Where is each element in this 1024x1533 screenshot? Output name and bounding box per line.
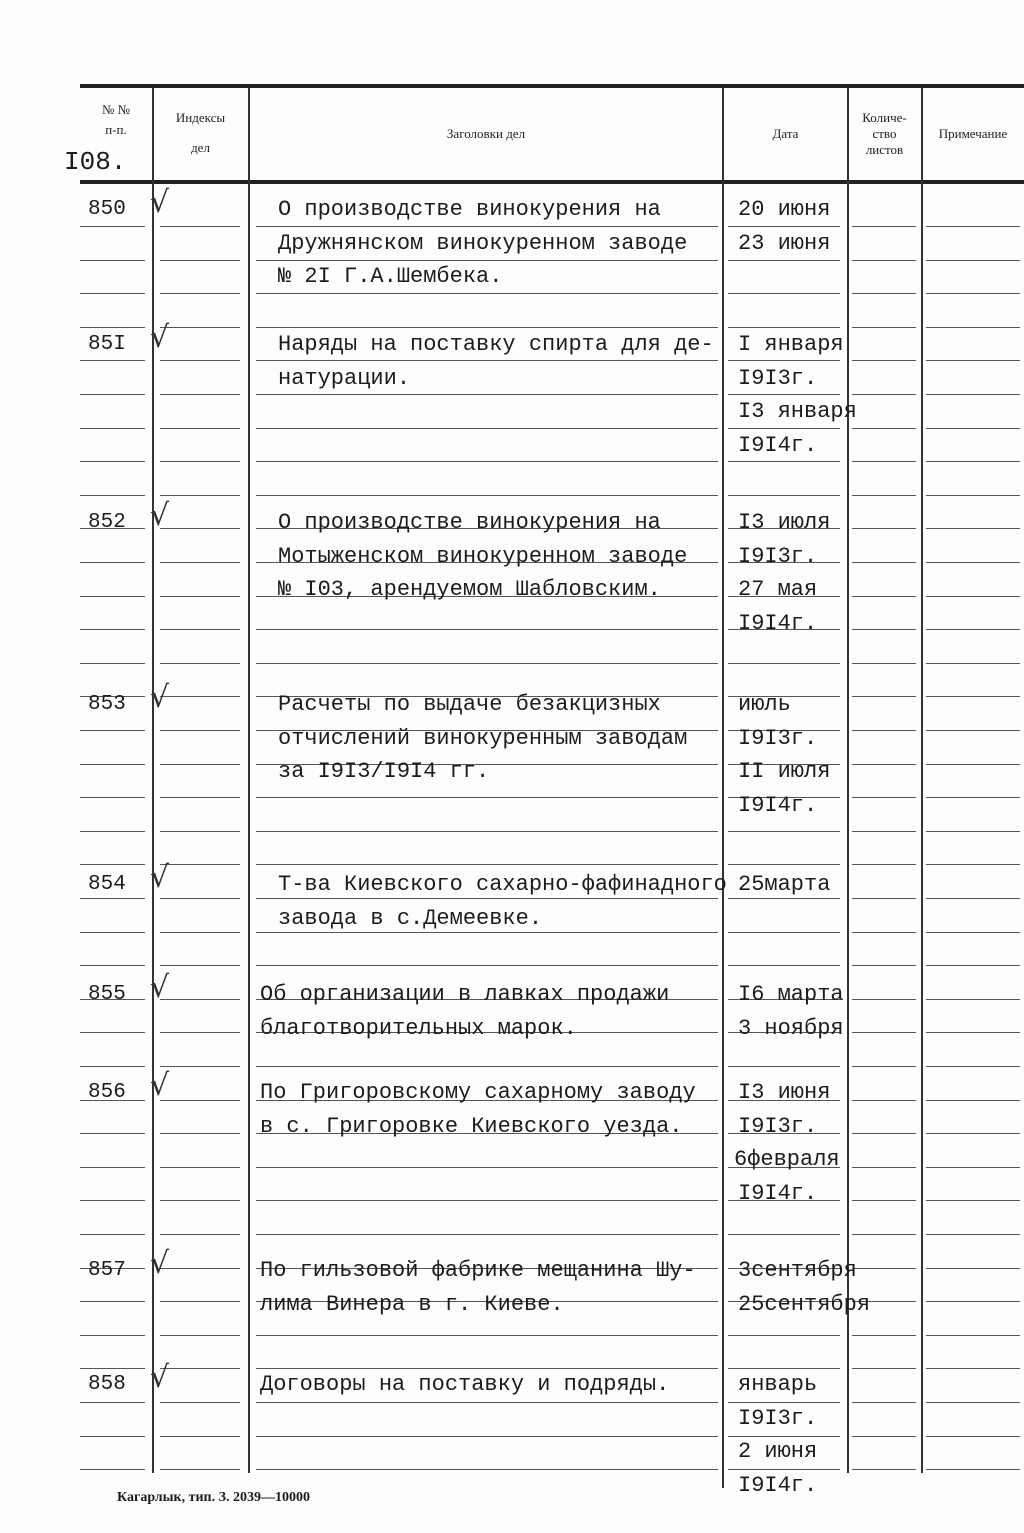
ruled-line bbox=[160, 596, 240, 597]
ruled-line bbox=[256, 898, 718, 899]
check-mark-icon: √ bbox=[150, 185, 170, 220]
ruled-line bbox=[926, 1167, 1020, 1168]
header-title: Заголовки дел bbox=[446, 126, 526, 141]
entry-date: 23 июня bbox=[738, 230, 831, 256]
entry-date: I6 марта bbox=[738, 982, 844, 1007]
ruled-line bbox=[256, 663, 718, 664]
ruled-line bbox=[926, 360, 1020, 361]
ruled-line bbox=[80, 1234, 145, 1235]
ruled-line bbox=[728, 1335, 840, 1336]
header-sheet-count bbox=[848, 110, 921, 158]
entry-number: 854 bbox=[88, 873, 126, 896]
ruled-line bbox=[256, 864, 718, 865]
ruled-line bbox=[728, 1234, 840, 1235]
ruled-line bbox=[852, 1402, 916, 1403]
ruled-line bbox=[160, 394, 240, 395]
ruled-line bbox=[852, 461, 916, 462]
ruled-line bbox=[926, 1200, 1020, 1201]
ruled-line bbox=[852, 932, 916, 933]
ruled-line bbox=[728, 932, 840, 933]
entry-date: 20 июня bbox=[738, 197, 831, 222]
entry-date: I9I3г. bbox=[738, 543, 818, 569]
ruled-line bbox=[256, 260, 718, 261]
entry-date: январь bbox=[738, 1372, 818, 1397]
ruled-line bbox=[728, 394, 840, 395]
ruled-line bbox=[852, 764, 916, 765]
ruled-line bbox=[852, 864, 916, 865]
ruled-line bbox=[80, 730, 145, 731]
ruled-line bbox=[926, 1032, 1020, 1033]
header-count-3: листов bbox=[865, 142, 904, 157]
ruled-line bbox=[852, 696, 916, 697]
ruled-line bbox=[80, 327, 145, 328]
check-mark-icon: √ bbox=[150, 320, 170, 355]
entry-number: 857 bbox=[88, 1259, 126, 1282]
ruled-line bbox=[256, 1436, 718, 1437]
ruled-line bbox=[80, 461, 145, 462]
ruled-line bbox=[926, 965, 1020, 966]
ruled-line bbox=[728, 293, 840, 294]
ruled-line bbox=[926, 428, 1020, 429]
ruled-line bbox=[926, 528, 1020, 529]
entry-date: 6февраля bbox=[734, 1147, 840, 1172]
header-index-sub: дел bbox=[191, 140, 210, 155]
ruled-line bbox=[80, 1167, 145, 1168]
ruled-line bbox=[160, 562, 240, 563]
ruled-line bbox=[728, 898, 840, 899]
ruled-line bbox=[926, 1335, 1020, 1336]
ruled-line bbox=[926, 730, 1020, 731]
ruled-line bbox=[728, 965, 840, 966]
ruled-line bbox=[80, 260, 145, 261]
ruled-line bbox=[852, 663, 916, 664]
ruled-line bbox=[926, 1436, 1020, 1437]
ruled-line bbox=[852, 797, 916, 798]
entry-number: 853 bbox=[88, 693, 126, 716]
ruled-line bbox=[256, 831, 718, 832]
entry-date: I3 июля bbox=[738, 510, 831, 535]
ruled-line bbox=[80, 394, 145, 395]
column-divider bbox=[921, 88, 923, 1473]
ruled-line bbox=[728, 1368, 840, 1369]
header-count-1: Количе- bbox=[862, 110, 907, 125]
check-mark-icon: √ bbox=[150, 970, 170, 1005]
entry-date: I января bbox=[738, 332, 844, 357]
ruled-line bbox=[852, 260, 916, 261]
entry-title-line: О производстве винокурения на bbox=[278, 197, 661, 222]
ruled-line bbox=[852, 428, 916, 429]
ruled-line bbox=[852, 562, 916, 563]
ruled-line bbox=[256, 428, 718, 429]
ruled-line bbox=[80, 1368, 145, 1369]
entry-title-line: лима Винера в г. Киеве. bbox=[260, 1291, 564, 1317]
ruled-line bbox=[80, 898, 145, 899]
header-count-2: ство bbox=[872, 126, 897, 141]
ruled-line bbox=[80, 1066, 145, 1067]
ruled-line bbox=[160, 260, 240, 261]
ruled-line bbox=[160, 1368, 240, 1369]
ruled-line bbox=[926, 999, 1020, 1000]
ruled-line bbox=[160, 226, 240, 227]
printer-footer: Кагарлык, тип. З. 2039—10000 bbox=[117, 1490, 311, 1505]
ruled-line bbox=[256, 1066, 718, 1067]
ruled-line bbox=[80, 596, 145, 597]
ruled-line bbox=[926, 327, 1020, 328]
entry-title-line: По гильзовой фабрике мещанина Шу- bbox=[260, 1258, 696, 1283]
ruled-line bbox=[160, 1167, 240, 1168]
ruled-line bbox=[852, 1469, 916, 1470]
check-mark-icon: √ bbox=[150, 1360, 170, 1395]
ruled-line bbox=[160, 1234, 240, 1235]
ruled-line bbox=[256, 1200, 718, 1201]
header-date: Дата bbox=[772, 126, 799, 141]
entry-title-line: О производстве винокурения на bbox=[278, 510, 661, 535]
header-bottom-border bbox=[80, 180, 1024, 184]
ruled-line bbox=[728, 1066, 840, 1067]
ruled-line bbox=[160, 327, 240, 328]
ruled-line bbox=[926, 1066, 1020, 1067]
entry-date: I9I3г. bbox=[738, 1113, 818, 1139]
ruled-line bbox=[926, 1268, 1020, 1269]
ruled-line bbox=[256, 1335, 718, 1336]
header-index bbox=[153, 110, 248, 156]
entry-title-line: Об организации в лавках продажи bbox=[260, 982, 670, 1007]
ruled-line bbox=[160, 1436, 240, 1437]
ruled-line bbox=[256, 293, 718, 294]
ruled-line bbox=[80, 797, 145, 798]
column-divider bbox=[722, 88, 724, 1488]
ruled-line bbox=[80, 562, 145, 563]
entry-title-line: Мотыженском винокуренном заводе bbox=[278, 543, 688, 569]
ruled-line bbox=[852, 1368, 916, 1369]
check-mark-icon: √ bbox=[150, 680, 170, 715]
check-mark-icon: √ bbox=[150, 1068, 170, 1103]
ruled-line bbox=[80, 1133, 145, 1134]
entry-date: июль bbox=[738, 692, 791, 717]
ruled-line bbox=[80, 1469, 145, 1470]
ruled-line bbox=[256, 1402, 718, 1403]
ruled-line bbox=[160, 764, 240, 765]
ruled-line bbox=[852, 1133, 916, 1134]
entry-date: 27 мая bbox=[738, 577, 818, 602]
ruled-line bbox=[256, 629, 718, 630]
ruled-line bbox=[256, 1368, 718, 1369]
ruled-line bbox=[852, 1066, 916, 1067]
ruled-line bbox=[926, 831, 1020, 832]
ruled-line bbox=[256, 461, 718, 462]
entry-date: I9I4г. bbox=[738, 1180, 818, 1206]
ruled-line bbox=[80, 293, 145, 294]
ruled-line bbox=[256, 932, 718, 933]
ruled-line bbox=[926, 495, 1020, 496]
entry-title-line: Дружнянском винокуренном заводе bbox=[278, 230, 688, 256]
ruled-line bbox=[852, 394, 916, 395]
ruled-line bbox=[728, 864, 840, 865]
entry-date: I9I4г. bbox=[738, 432, 818, 458]
ruled-line bbox=[926, 1301, 1020, 1302]
top-border bbox=[80, 84, 1024, 88]
ruled-line bbox=[160, 864, 240, 865]
ruled-line bbox=[852, 1200, 916, 1201]
ruled-line bbox=[160, 1268, 240, 1269]
ruled-line bbox=[160, 1100, 240, 1101]
ruled-line bbox=[728, 1436, 840, 1437]
entry-date: I3 июня bbox=[738, 1080, 831, 1105]
ruled-line bbox=[256, 797, 718, 798]
ruled-line bbox=[160, 797, 240, 798]
ruled-line bbox=[80, 764, 145, 765]
ruled-line bbox=[852, 528, 916, 529]
entry-date: 25марта bbox=[738, 872, 831, 897]
ruled-line bbox=[80, 663, 145, 664]
ruled-line bbox=[728, 831, 840, 832]
header-number-label: № № bbox=[101, 102, 131, 117]
ruled-line bbox=[80, 1402, 145, 1403]
check-mark-icon: √ bbox=[150, 1246, 170, 1281]
entry-title-line: № I03, арендуемом Шабловским. bbox=[278, 577, 661, 602]
header-index-label: Индексы bbox=[175, 110, 226, 125]
ruled-line bbox=[160, 1066, 240, 1067]
entry-date: 2 июня bbox=[738, 1439, 818, 1464]
ruled-line bbox=[80, 1200, 145, 1201]
ruled-line bbox=[926, 1469, 1020, 1470]
ruled-line bbox=[852, 730, 916, 731]
ruled-line bbox=[852, 1436, 916, 1437]
ruled-line bbox=[160, 831, 240, 832]
ruled-line bbox=[80, 965, 145, 966]
entry-date: I9I3г. bbox=[738, 1405, 818, 1431]
ruled-line bbox=[852, 898, 916, 899]
ruled-line bbox=[160, 360, 240, 361]
ruled-line bbox=[852, 1268, 916, 1269]
entry-date: I3 января bbox=[738, 399, 857, 424]
entry-date: I9I3г. bbox=[738, 365, 818, 391]
ruled-line bbox=[80, 1436, 145, 1437]
ruled-line bbox=[160, 965, 240, 966]
ruled-line bbox=[728, 1402, 840, 1403]
ruled-line bbox=[852, 629, 916, 630]
ruled-line bbox=[926, 394, 1020, 395]
ruled-line bbox=[160, 898, 240, 899]
ruled-line bbox=[852, 1335, 916, 1336]
ruled-line bbox=[926, 663, 1020, 664]
entry-date: I9I4г. bbox=[738, 610, 818, 636]
ruled-line bbox=[926, 1368, 1020, 1369]
ruled-line bbox=[926, 797, 1020, 798]
ruled-line bbox=[160, 428, 240, 429]
entry-title-line: натурации. bbox=[278, 365, 411, 391]
ruled-line bbox=[852, 360, 916, 361]
ruled-line bbox=[926, 1133, 1020, 1134]
ruled-line bbox=[160, 999, 240, 1000]
entry-number: 856 bbox=[88, 1081, 126, 1104]
ruled-line bbox=[256, 226, 718, 227]
entry-date: II июля bbox=[738, 759, 831, 784]
ruled-line bbox=[926, 1100, 1020, 1101]
ruled-line bbox=[160, 1402, 240, 1403]
ruled-line bbox=[852, 1167, 916, 1168]
header-number bbox=[80, 102, 152, 138]
ruled-line bbox=[80, 932, 145, 933]
ruled-line bbox=[256, 1234, 718, 1235]
ruled-line bbox=[80, 629, 145, 630]
ruled-line bbox=[728, 495, 840, 496]
ruled-line bbox=[160, 528, 240, 529]
entry-title-line: Наряды на поставку спирта для де- bbox=[278, 332, 714, 357]
ruled-line bbox=[852, 1234, 916, 1235]
entry-date: I9I4г. bbox=[738, 1472, 818, 1498]
entry-title-line: в с. Григоровке Киевского уезда. bbox=[260, 1113, 683, 1139]
ruled-line bbox=[728, 360, 840, 361]
entry-date: I9I3г. bbox=[738, 725, 818, 751]
ruled-line bbox=[160, 461, 240, 462]
ruled-line bbox=[160, 1335, 240, 1336]
entry-date: I9I4г. bbox=[738, 792, 818, 818]
ruled-line bbox=[926, 696, 1020, 697]
ruled-line bbox=[728, 1469, 840, 1470]
ruled-line bbox=[852, 1100, 916, 1101]
header-number-sub: п-п. bbox=[105, 122, 127, 137]
entry-date: 25сентября bbox=[738, 1291, 871, 1317]
ruled-line bbox=[160, 1301, 240, 1302]
ruled-line bbox=[80, 226, 145, 227]
check-mark-icon: √ bbox=[150, 860, 170, 895]
ruled-line bbox=[256, 1167, 718, 1168]
ruled-line bbox=[926, 293, 1020, 294]
ruled-line bbox=[926, 898, 1020, 899]
ruled-line bbox=[80, 428, 145, 429]
entry-title-line: отчислений винокуренным заводам bbox=[278, 725, 688, 751]
ruled-line bbox=[926, 1234, 1020, 1235]
ruled-line bbox=[160, 696, 240, 697]
ruled-line bbox=[852, 293, 916, 294]
check-mark-icon: √ bbox=[150, 498, 170, 533]
ruled-line bbox=[80, 831, 145, 832]
entry-title-line: Расчеты по выдаче безакцизных bbox=[278, 692, 661, 717]
ruled-line bbox=[728, 327, 840, 328]
entry-title-line: за I9I3/I9I4 гг. bbox=[278, 759, 490, 784]
ruled-line bbox=[160, 1200, 240, 1201]
ruled-line bbox=[80, 864, 145, 865]
ruled-line bbox=[852, 965, 916, 966]
header-note: Примечание bbox=[938, 126, 1008, 141]
ruled-line bbox=[852, 831, 916, 832]
ruled-line bbox=[160, 932, 240, 933]
entry-title-line: По Григоровскому сахарному заводу bbox=[260, 1080, 696, 1105]
ruled-line bbox=[728, 461, 840, 462]
entry-number: 855 bbox=[88, 983, 126, 1006]
ruled-line bbox=[852, 999, 916, 1000]
ruled-line bbox=[256, 360, 718, 361]
ruled-line bbox=[160, 1133, 240, 1134]
entry-title-line: № 2I Г.А.Шембека. bbox=[278, 264, 503, 289]
ruled-line bbox=[728, 226, 840, 227]
ruled-line bbox=[160, 1032, 240, 1033]
entry-title-line: завода в с.Демеевке. bbox=[278, 905, 543, 931]
entry-number: 858 bbox=[88, 1373, 126, 1396]
ruled-line bbox=[80, 495, 145, 496]
ruled-line bbox=[80, 360, 145, 361]
ruled-line bbox=[256, 495, 718, 496]
column-divider bbox=[248, 88, 250, 1473]
ruled-line bbox=[160, 1469, 240, 1470]
entry-number: 852 bbox=[88, 511, 126, 534]
entry-number: 850 bbox=[88, 198, 126, 221]
entry-title-line: Т-ва Киевского сахарно-фафинадного bbox=[278, 872, 727, 897]
ruled-line bbox=[728, 428, 840, 429]
ruled-line bbox=[160, 629, 240, 630]
ruled-line bbox=[256, 327, 718, 328]
ruled-line bbox=[852, 1032, 916, 1033]
ruled-line bbox=[80, 1032, 145, 1033]
entry-title-line: благотворительных марок. bbox=[260, 1015, 577, 1041]
ruled-line bbox=[926, 764, 1020, 765]
ruled-line bbox=[160, 730, 240, 731]
ruled-line bbox=[926, 1402, 1020, 1403]
entry-date: 3сентября bbox=[738, 1258, 857, 1283]
ruled-line bbox=[256, 394, 718, 395]
ruled-line bbox=[728, 663, 840, 664]
ruled-line bbox=[926, 596, 1020, 597]
entry-number: 85I bbox=[88, 333, 126, 356]
ruled-line bbox=[852, 327, 916, 328]
page-number: I08. bbox=[64, 147, 127, 177]
ruled-line bbox=[852, 495, 916, 496]
ruled-line bbox=[926, 461, 1020, 462]
ruled-line bbox=[256, 965, 718, 966]
ruled-line bbox=[852, 596, 916, 597]
ruled-line bbox=[926, 629, 1020, 630]
ruled-line bbox=[256, 1469, 718, 1470]
ruled-line bbox=[160, 663, 240, 664]
ruled-line bbox=[80, 1301, 145, 1302]
ruled-line bbox=[728, 260, 840, 261]
ruled-line bbox=[160, 293, 240, 294]
entry-date: 3 ноября bbox=[738, 1015, 844, 1041]
ruled-line bbox=[80, 1335, 145, 1336]
ruled-line bbox=[926, 226, 1020, 227]
entry-title-line: Договоры на поставку и подряды. bbox=[260, 1372, 670, 1397]
ruled-line bbox=[926, 260, 1020, 261]
ruled-line bbox=[926, 562, 1020, 563]
ruled-line bbox=[852, 226, 916, 227]
ruled-line bbox=[926, 932, 1020, 933]
ruled-line bbox=[926, 864, 1020, 865]
ruled-line bbox=[160, 495, 240, 496]
